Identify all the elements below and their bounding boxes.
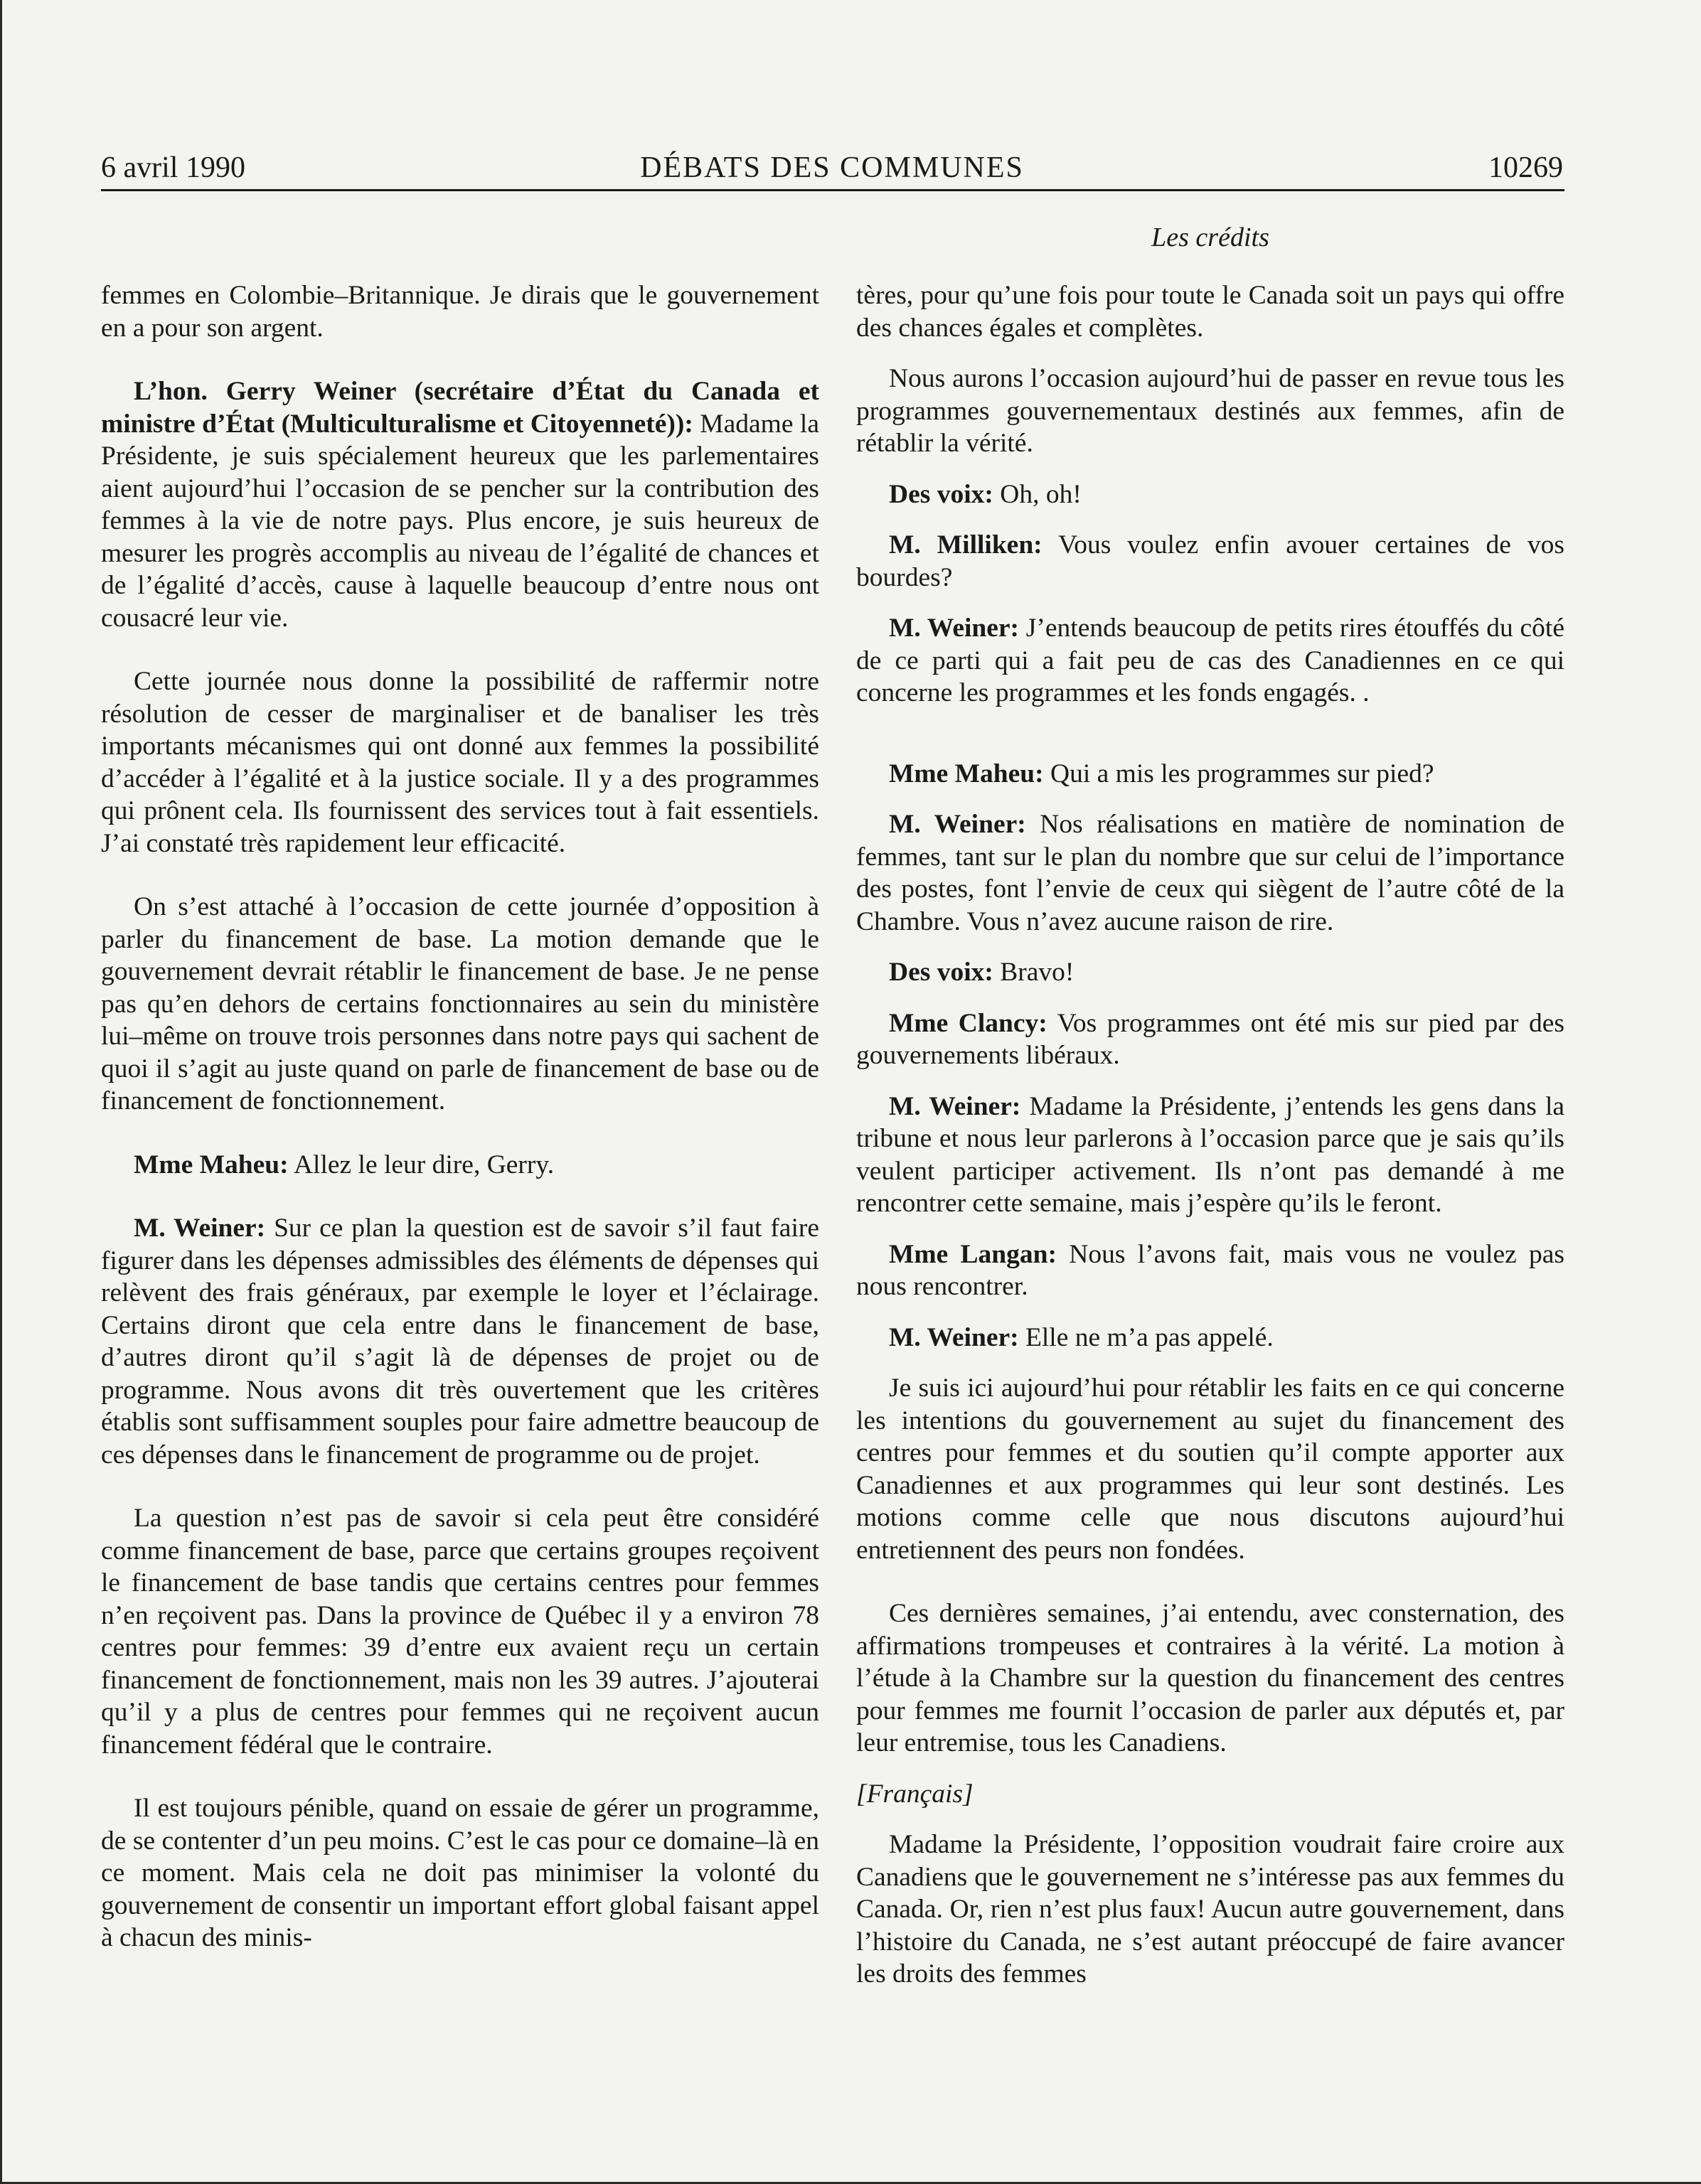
paragraph-text: Nous aurons l’occasion aujourd’hui de passer en revue tous les programmes gouvernementaux destinés aux femmes, afin de rétablir la vérité. [856, 364, 1564, 458]
paragraph-text: femmes en Colombie–Britannique. Je dirais que le gouvernement en a pour son argent. [101, 281, 819, 343]
paragraph [101, 279, 819, 344]
paragraph [101, 891, 819, 1118]
speaker-name: M. Weiner: [889, 1322, 1019, 1352]
paragraph-text: Oh, oh! [993, 479, 1082, 509]
paragraph [856, 1372, 1564, 1566]
paragraph [856, 956, 1564, 989]
header-date: 6 avril 1990 [101, 151, 245, 184]
paragraph [856, 1091, 1564, 1220]
paragraph [856, 529, 1564, 594]
paragraph-text: Cette journée nous donne la possibilité de raffermir notre résolution de cesser de marginaliser et de banaliser les très importants mécanismes qui ont donné aux femmes la possibilité d’accéder à l’égalité et à la justice sociale. Il y a des programmes qui prônent cela. Ils fournissent des services tout à fait essentiels. J’ai constaté très rapidement leur efficacité. [101, 667, 819, 858]
paragraph [856, 279, 1564, 344]
speaker-name: L’hon. Gerry Weiner (secrétaire d’État du Canada et ministre d’État (Multiculturalisme et Citoyenneté)): [101, 377, 819, 439]
paragraph-text: Nos réalisations en matière de nomination de femmes, tant sur le plan du nombre que sur celui de l’importance des postes, font l’envie de ceux qui siègent de l’autre côté de la Chambre. Vous n’avez aucune raison de rire. [856, 810, 1565, 936]
paragraph [101, 375, 819, 634]
paragraph-text: Madame la Présidente, j’entends les gens dans la tribune et nous leur parlerons à l’occasion parce que je sais qu’ils veulent participer activement. Ils n’ont pas demandé à me rencontrer cette semaine, mais j’espère qu’ils le feront. [856, 1091, 1565, 1218]
speaker-name: M. Weiner: [134, 1214, 266, 1243]
paragraph [101, 1149, 819, 1182]
paragraph [856, 1829, 1564, 1991]
paragraph-text: Bravo! [993, 958, 1075, 987]
speaker-name: Des voix: [889, 479, 993, 509]
paragraph [856, 363, 1564, 460]
page-header [101, 151, 1563, 188]
paragraph [856, 1007, 1564, 1072]
speaker-name: Mme Clancy: [889, 1008, 1047, 1038]
header-rule [101, 189, 1564, 191]
speaker-name: M. Weiner: [889, 810, 1026, 839]
paragraph-text: Elle ne m’a pas appelé. [1018, 1322, 1274, 1352]
paragraph-text: tères, pour qu’une fois pour toute le Canada soit un pays qui offre des chances égales et complètes. [856, 281, 1564, 343]
paragraph [856, 1597, 1564, 1760]
paragraph-text: Madame la Présidente, l’opposition voudrait faire croire aux Canadiens que le gouvernement ne s’intéresse pas aux femmes du Canada. Or, rien n’est plus faux! Aucun autre gouvernement, dans l’histoire du Canada, ne s’est autant préoccupé de faire avancer les droits des femmes [856, 1830, 1564, 1988]
paragraph-text: On s’est attaché à l’occasion de cette journée d’opposition à parler du financement de base. La motion demande que le gouvernement devrait rétablir le financement de base. Je ne pense pas qu’en dehors de certains fonctionnaires au sein du ministère lui–même on trouve trois personnes dans notre pays qui sachent de quoi il s’agit au juste quand on parle de financement de base ou de financement de fonctionnement. [101, 892, 819, 1115]
language-marker-text: [Français] [856, 1779, 974, 1809]
paragraph [101, 1792, 819, 1954]
header-page-number: 10269 [1488, 151, 1563, 184]
paragraph-text: Qui a mis les programmes sur pied? [1043, 759, 1434, 788]
right-column [856, 279, 1564, 1991]
paragraph-text: Vous voulez enfin avouer certaines de vos bourdes? [856, 530, 1564, 592]
running-head: Les crédits [1151, 223, 1269, 252]
paragraph [856, 1238, 1564, 1303]
paragraph [101, 1502, 819, 1761]
paragraph [856, 758, 1564, 791]
paragraph-text: Nous l’avons fait, mais vous ne voulez pas nous rencontrer. [856, 1239, 1564, 1301]
paragraph [856, 808, 1564, 938]
speaker-name: Des voix: [889, 958, 993, 987]
paragraph-text: La question n’est pas de savoir si cela peut être considéré comme financement de base, parce que certains groupes reçoivent le financement de base tandis que certains centres pour femmes n’en reçoivent pas. Dans la province de Québec il y a environ 78 centres pour femmes: 39 d’entre eux avaient reçu un certain financement de fonctionnement, mais non les 39 autres. J’ajouterai qu’il y a plus de centres pour femmes qui ne reçoivent aucun financement fédéral que le contraire. [101, 1504, 819, 1760]
paragraph-text: Ces dernières semaines, j’ai entendu, avec consternation, des affirmations trompeuses et contraires à la vérité. La motion à l’étude à la Chambre sur la question du financement des centres pour femmes me fournit l’occasion de parler aux députés et, par leur entremise, tous les Canadiens. [856, 1599, 1564, 1757]
paragraph [856, 612, 1564, 710]
speaker-name: Mme Maheu: [134, 1150, 289, 1179]
paragraph-text: Vos programmes ont été mis sur pied par des gouvernements libéraux. [856, 1008, 1564, 1070]
speaker-name: Mme Langan: [889, 1239, 1057, 1269]
paragraph-text: J’entends beaucoup de petits rires étouffés du côté de ce parti qui a fait peu de cas des Canadiennes en ce qui concerne les programmes et les fonds engagés. . [856, 614, 1564, 707]
paragraph [856, 1322, 1564, 1354]
speaker-name: M. Weiner: [889, 1091, 1021, 1121]
paragraph-text: Je suis ici aujourd’hui pour rétablir les faits en ce qui concerne les intentions du gouvernement au sujet du financement des centres pour femmes et du soutien qu’il compte apporter aux Canadiennes et aux programmes qui leur sont destinés. Les motions comme celle que nous discutons aujourd’hui entretiennent des peurs non fondées. [856, 1374, 1564, 1565]
speaker-name: M. Milliken: [889, 530, 1043, 560]
paragraph-text: Madame la Présidente, je suis spécialement heureux que les parlementaires aient aujourd’hui l’occasion de se pencher sur la contribution des femmes à la vie de notre pays. Plus encore, je suis heureux de mesurer les progrès accomplis au niveau de l’égalité de chances et de l’égalité d’accès, cause à laquelle beaucoup d’entre nous ont cousacré leur vie. [101, 409, 819, 633]
paragraph [101, 1212, 819, 1471]
paragraph-text: Il est toujours pénible, quand on essaie de gérer un programme, de se contenter d’un peu moins. C’est le cas pour ce domaine–là en ce moment. Mais cela ne doit pas minimiser la volonté du gouvernement de consentir un important effort global faisant appel à chacun des minis- [101, 1794, 819, 1952]
speaker-name: M. Weiner: [889, 614, 1020, 643]
paragraph [101, 665, 819, 860]
paragraph [856, 478, 1564, 511]
paragraph-text: Sur ce plan la question est de savoir s’il faut faire figurer dans les dépenses admissibles des éléments de dépenses qui relèvent des frais généraux, par exemple le loyer et l’éclairage. Certains diront que cela entre dans le financement de base, d’autres diront qu’il s’agit là de dépenses de projet ou de programme. Nous avons dit très ouvertement que les critères établis sont suffisamment souples pour faire admettre beaucoup de ces dépenses dans le financement de programme ou de projet. [101, 1214, 820, 1470]
language-marker [856, 1778, 1564, 1811]
left-column [101, 279, 819, 1954]
paragraph-text: Allez le leur dire, Gerry. [288, 1150, 555, 1179]
header-title: DÉBATS DES COMMUNES [640, 151, 1024, 184]
speaker-name: Mme Maheu: [889, 759, 1044, 788]
